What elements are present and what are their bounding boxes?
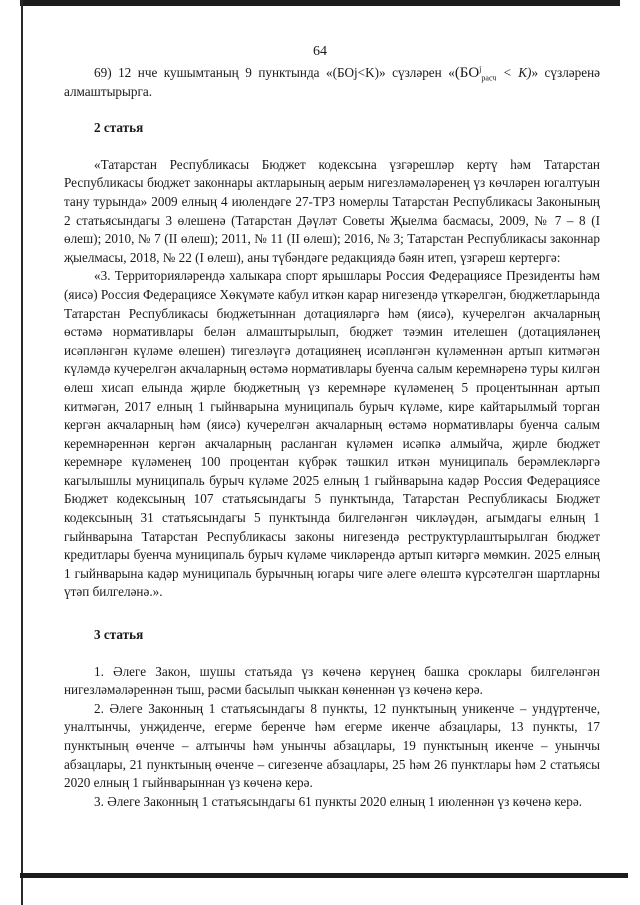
page-number: 64 [313,44,327,59]
scan-bottom-border [20,873,628,878]
scan-left-border [21,0,23,905]
item-69-tail: » сүзләренә алмаштырырга. [64,65,600,99]
article-3-heading: 3 статья [94,627,144,643]
item-69-lead: 69) 12 нче кушымтаның 9 пунктында «(БОj<K)» сүзләрен « [94,65,455,80]
document-body [64,64,600,811]
formula-b0j-rasch: $(БО^j_{расч} < K)$ [454,64,532,83]
article-2-heading: 2 статья [94,120,144,136]
article-3-paragraph-1: 1. Әлеге Закон, шушы статьяда үз көченә керүнең башка сроклары билгеләнгән нигезләмәләреннән тыш, рәсми басылып чыккан көненнән үз көченә керә. [64,663,600,698]
article-3-paragraph-3: 3. Әлеге Законның 1 статьясындагы 61 пункты 2020 елның 1 июленнән үз көченә керә. [94,793,582,809]
article-2-paragraph-1: «Татарстан Республикасы Бюджет кодексына үзгәрешләр кертү һәм Татарстан Республикасы бюджет законнары актларының аерым нигезләмәләренең үз көчләрен югалтуын тану турында» 2009 елның 4 июлендәге 27-ТРЗ номерлы Татарстан Республикасы Законының 2 статьясындагы 3 өлешенә (Татарстан Дәүләт Советы Җыелма басмасы, 2009, № 7 – 8 (I өлеш); 2010, № 7 (II өлеш); 2011, № 11 (II өлеш); 2016, № 3; Татарстан Республикасы законнар җыелмасы, 2018, № 22 (I өлеш), аны түбәндәге редакциядә бәян итеп, үзгәреш кертергә: [64,156,600,265]
article-2-paragraph-2: «3. Территорияләрендә халыкара спорт ярышлары Россия Федерациясе Президенты һәм (яисә) Россия Федерациясе Хөкүмәте кабул иткән карар нигезендә үткәрелгән, бюджетларында Татарстан Республикасы бюджетыннан дотацияләргә һәм (яисә), кучерелгән акчаларның өстәмә нормативлары белән алмаштырылып, бюджет тәэмин ителешен (дотацияләнең исәпләнгән күләме өлешен) тигезләүгә дотациянең исәпләнгән күләменнән артып китмәгән күләмдә кучерелгән акчаларның өстәмә нормативлары буенча салым керемнәренә туры килгән өлеш хисап елында җирле бюджетның үз керемнәре күләменең 5 процентыннан артып китмәгән, 2017 елның 1 гыйнварына муниципаль бурыч күләме, кире кайтарылмый торган кергән акчаларның һәм (яисә) кучерелгән акчаларның өстәмә нормативлары буенча салым керемнәреннән кергән акчаларның расланган күләмен исәпкә алмыйча, җирле бюджет керемнәре күләменең 100 процентан күбрәк тәшкил иткән муниципаль берәмлекләргә кагылышлы муниципаль бурыч күләме 2025 елның 1 гыйнварына кадәр Россия Федерациясе Бюджет кодексының 107 статьясындагы 5 пунктында, Татарстан Республикасы Бюджет кодексының 31 статьясындагы 5 пунктында билгеләнгән чикләүдән, агымдагы елның 1 гыйнварына Татарстан Республикасы законы нигезендә реструктурлаштырылган бюджет кредитлары буенча муниципаль бурыч күләме чикләрендә артып китәргә мөмкин. 2025 елның 1 гыйнварына кадәр муниципаль бурычның югары чиге әлеге өлештә күрсәтелгән шартларны үтәп билгеләнә.». [64,268,600,600]
scan-top-border [20,0,620,6]
item-69-paragraph [64,64,600,101]
article-3-paragraph-2: 2. Әлеге Законның 1 статьясындагы 8 пункты, 12 пунктының уникенче – ундүртенче, уналтынчы, унҗиденче, егерме беренче һәм егерме икенче абзацлары, 13 пункты, 17 пунктының өченче – алтынчы һәм унынчы абзацлары, 19 пунктының икенче – унынчы абзацлары, 21 пунктының өченче – сигезенче абзацлары, 25 һәм 26 пунктлары һәм 2 статьясы 2020 елның 1 гыйнварыннан үз көченә керә. [64,700,600,791]
